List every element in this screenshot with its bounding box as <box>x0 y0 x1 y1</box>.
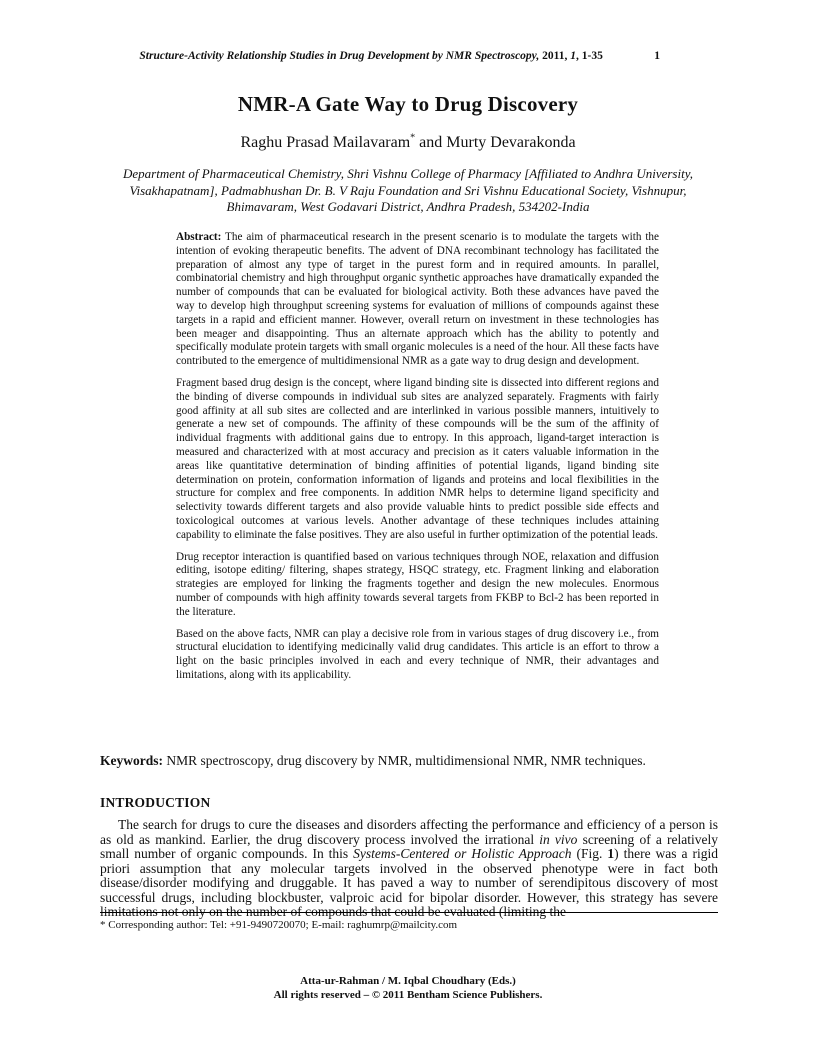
copyright-line: All rights reserved – © 2011 Bentham Science Publishers. <box>273 988 543 1001</box>
keywords-label: Keywords: <box>100 753 163 768</box>
publisher-credits <box>0 975 816 1002</box>
authors-line <box>0 134 816 152</box>
intro-text-1: The search for drugs to cure the diseases and disorders affecting the performance and efficiency of a person is as old as mankind. Earlier, the drug discovery process involved the irrational <box>100 817 718 847</box>
affiliation: Department of Pharmaceutical Chemistry, Shri Vishnu College of Pharmacy [Affiliated to Andhra University, Visakhapatnam], Padmabhushan Dr. B. V Raju Foundation and Sri Vishnu Educational Society, Vishnupur, Bhimavaram, West Godavari District, Andhra Pradesh, 534202-India <box>122 166 693 214</box>
paper-title: NMR-A Gate Way to Drug Discovery <box>237 92 579 116</box>
running-head-year: 2011, <box>539 50 571 62</box>
intro-text-2: screening of a relatively small number of organic compounds. In this <box>100 831 718 861</box>
keywords-text: NMR spectroscopy, drug discovery by NMR, multidimensional NMR, NMR techniques. <box>163 753 646 768</box>
abstract-paragraph-2: Fragment based drug design is the concept, where ligand binding site is dissected into different regions and the binding of diverse compounds in individual sub sites are analyzed separately. Fragments with fairly good affinity at all sub sites are collected and are interlinked in various possible manners, intuitively to generate a new set of compounds. The affinity of these compounds will be the sum of the affinity of individual fragments with additional gains due to entropy. In this approach, ligand-target interaction is measured and characterized with at most accuracy and precision as it caters valuable information in the areas like quantitative determination of binding affinities of potential ligands, ligand binding site determination on protein, conformation information of ligands and proteins and local flexibilities in the structure for complex and free components. In addition NMR helps to determine ligand specificity and selectivity towards different targets and also provide valuable hints to predict possible side effects and toxicological outcomes at various levels. Another advantage of these techniques includes attaining capability to eliminate the false positives. They are also useful in further optimization of the potential leads. <box>176 376 659 541</box>
running-head <box>100 50 660 62</box>
running-head-title <box>100 50 642 62</box>
abstract-section <box>176 231 659 691</box>
abstract-label: Abstract: <box>176 231 222 243</box>
intro-figure-ref: 1 <box>607 846 615 861</box>
running-head-journal: Structure-Activity Relationship Studies in Drug Development by NMR Spectroscopy, <box>139 50 540 62</box>
intro-latin-term: in vivo <box>539 831 578 847</box>
running-head-volume: 1 <box>570 50 576 62</box>
intro-text-4: ) there was a rigid priori assumption that any molecular targets involved in the observed phenotype were in fact both disease/disorder modifying and druggable. It has paved a way to number of serendipitous discovery of most successful drugs, including blockbuster, valproic acid for bipolar disorder. However, this strategy has severe limitations not only on the number of compounds that could be evaluated (limiting the <box>100 846 718 919</box>
introduction-heading: INTRODUCTION <box>100 795 211 810</box>
abstract-p1-text: The aim of pharmaceutical research in the present scenario is to modulate the targets with the intention of evoking therapeutic benefits. The advent of DNA recombinant technology has facilitated the preparation of almost any type of target in the purest form and in required amounts. In parallel, combinatorial chemistry and high throughput organic synthetic approaches have dramatically expanded the number of compounds that can be evaluated for biological activity. Both these advances have paved the way to develop high throughput screening systems for evaluation of millions of compounds against these targets in a rapid and efficient manner. However, overall return on investment in these technologies has been meager and disappointing. Thus an alternate approach which has the ability to potently and specifically modulate protein targets with small organic molecules is a need of the hour. All these facts have contributed to the emergence of multidimensional NMR as a gate way to drug design and development. <box>176 231 659 368</box>
corresponding-author-note: * Corresponding author: Tel: +91-9490720070; E-mail: raghumrp@mailcity.com <box>100 919 458 931</box>
introduction-section <box>100 818 718 920</box>
intro-approach-term: Systems-Centered or Holistic Approach <box>353 846 572 861</box>
editors-line: Atta-ur-Rahman / M. Iqbal Choudhary (Eds.) <box>300 975 516 987</box>
running-head-pages: , 1-35 <box>576 50 603 62</box>
page-number: 1 <box>654 50 660 62</box>
corresponding-author-marker: * <box>410 132 416 144</box>
abstract-paragraph-1 <box>176 231 659 369</box>
intro-text-3: (Fig. <box>571 846 608 861</box>
abstract-paragraph-4: Based on the above facts, NMR can play a decisive role from in various stages of drug discovery i.e., from structural elucidation to identifying medicinally valid drug candidates. This article is an effort to throw a light on the basic principles involved in each and every technique of NMR, their advantages and limitations, along with its applicability. <box>176 627 659 681</box>
author-2: and Murty Devarakonda <box>415 134 576 151</box>
keywords-line <box>100 752 718 769</box>
abstract-paragraph-3: Drug receptor interaction is quantified based on various techniques through NOE, relaxation and diffusion editing, isotope editing/ filtering, shapes strategy, HSQC strategy, etc. Fragment linking and elaboration strategies are employed for linking the fragments together and design the new molecules. Enormous number of compounds with high affinity towards several targets from FKBP to Bcl-2 has been reported in the literature. <box>176 550 659 618</box>
introduction-paragraph <box>100 818 718 920</box>
author-1: Raghu Prasad Mailavaram <box>240 134 411 151</box>
footnote-separator <box>100 912 718 913</box>
